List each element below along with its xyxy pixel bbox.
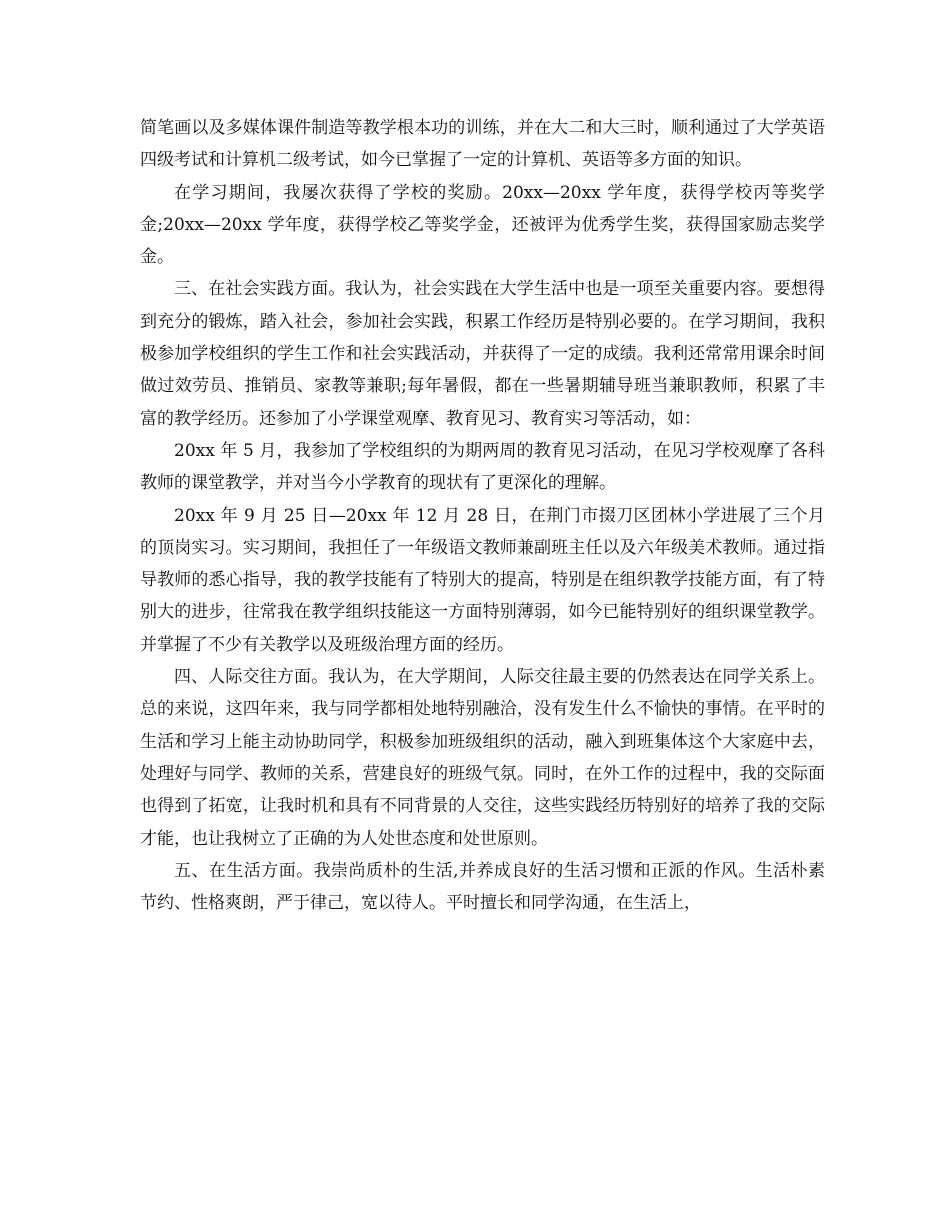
document-body (140, 112, 825, 919)
paragraph-6: 四、人际交往方面。我认为，在大学期间，人际交往最主要的仍然表达在同学关系上。总的来说，这四年来，我与同学都相处地特别融洽，没有发生什么不愉快的事情。在平时的生活和学习上能主动协助同学，积极参加班级组织的活动，融入到班集体这个大家庭中去，处理好与同学、教师的关系，营建良好的班级气氛。同时，在外工作的过程中，我的交际面也得到了拓宽，让我时机和具有不同背景的人交往，这些实践经历特别好的培养了我的交际才能，也让我树立了正确的为人处世态度和处世原则。 (140, 667, 825, 849)
paragraph-4: 20xx 年 5 月，我参加了学校组织的为期两周的教育见习活动，在见习学校观摩了各科教师的课堂教学，并对当今小学教育的现状有了更深化的理解。 (140, 440, 825, 494)
paragraph-1: 简笔画以及多媒体课件制造等教学根本功的训练，并在大二和大三时，顺利通过了大学英语四级考试和计算机二级考试，如今已掌握了一定的计算机、英语等多方面的知识。 (140, 118, 825, 171)
paragraph-3: 三、在社会实践方面。我认为，社会实践在大学生活中也是一项至关重要内容。要想得到充分的锻炼，踏入社会，参加社会实践，积累工作经历是特别必要的。在学习期间，我积极参加学校组织的学生工作和社会实践活动，并获得了一定的成绩。我利还常常用课余时间做过效劳员、推销员、家教等兼职;每年暑假，都在一些暑期辅导班当兼职教师，积累了丰富的教学经历。还参加了小学课堂观摩、教育见习、教育实习等活动，如： (140, 279, 825, 429)
paragraph-2: 在学习期间，我屡次获得了学校的奖励。20xx—20xx 学年度，获得学校丙等奖学金;20xx—20xx 学年度，获得学校乙等奖学金，还被评为优秀学生奖，获得国家励志奖学金。 (140, 182, 825, 268)
paragraph-5: 20xx 年 9 月 25 日—20xx 年 12 月 28 日，在荆门市掇刀区团林小学进展了三个月的顶岗实习。实习期间，我担任了一年级语文教师兼副班主任以及六年级美术教师。通过指导教师的悉心指导，我的教学技能有了特别大的提高，特别是在组织教学技能方面，有了特别大的进步，往常我在教学组织技能这一方面特别薄弱，如今已能特别好的组织课堂教学。并掌握了不少有关教学以及班级治理方面的经历。 (140, 505, 825, 655)
paragraph-7: 五、在生活方面。我崇尚质朴的生活,并养成良好的生活习惯和正派的作风。生活朴素节约、性格爽朗，严于律己，宽以待人。平时擅长和同学沟通，在生活上， (140, 860, 825, 914)
